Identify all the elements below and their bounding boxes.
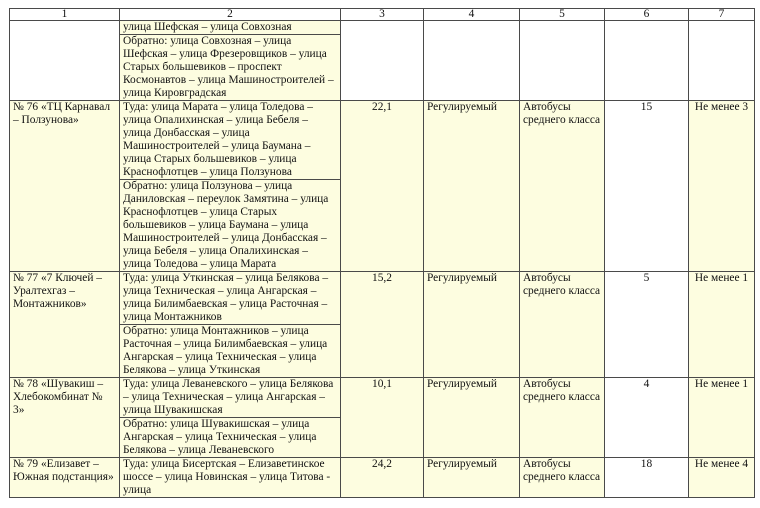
mode-cell <box>424 21 520 101</box>
interval-cell: Не менее 4 <box>689 458 755 498</box>
length-cell <box>341 21 424 101</box>
route-name-cell <box>10 21 120 101</box>
path-forward-cell: Туда: улица Леваневского – улица Белякова – улица Техническая – улица Ангарская – улица Шувакишская <box>120 378 341 418</box>
document-page <box>9 8 755 498</box>
length-cell: 10,1 <box>341 378 424 458</box>
column-header: 7 <box>689 9 755 21</box>
mode-cell: Регулируемый <box>424 458 520 498</box>
path-forward-cell: Туда: улица Уткинская – улица Белякова – улица Техническая – улица Ангарская – улица Билимбаевская – улица Расточная – улица Монтажников <box>120 272 341 325</box>
vehicle-cell: Автобусы среднего класса <box>520 458 605 498</box>
count-cell: 15 <box>605 101 689 272</box>
vehicle-cell: Автобусы среднего класса <box>520 378 605 458</box>
count-cell: 5 <box>605 272 689 378</box>
column-header: 5 <box>520 9 605 21</box>
path-back-cell: Обратно: улица Шувакишская – улица Ангарская – улица Техническая – улица Белякова – улица Леваневского <box>120 418 341 458</box>
vehicle-cell: Автобусы среднего класса <box>520 101 605 272</box>
path-back-cell: Обратно: улица Монтажников – улица Расточная – улица Билимбаевская – улица Ангарская – улица Техническая – улица Белякова – улица Уткинская <box>120 325 341 378</box>
column-header: 2 <box>120 9 341 21</box>
route-name-cell: № 79 «Елизавет – Южная подстанция» <box>10 458 120 498</box>
column-header: 6 <box>605 9 689 21</box>
route-name-cell: № 77 «7 Ключей – Уралтехгаз – Монтажников» <box>10 272 120 378</box>
path-forward-cell: улица Шефская – улица Совхозная <box>120 21 341 35</box>
mode-cell: Регулируемый <box>424 378 520 458</box>
interval-cell: Не менее 1 <box>689 378 755 458</box>
mode-cell: Регулируемый <box>424 272 520 378</box>
routes-table <box>9 8 755 498</box>
route-name-cell: № 78 «Шувакиш – Хлебокомбинат № 3» <box>10 378 120 458</box>
table-row <box>10 101 755 180</box>
vehicle-cell: Автобусы среднего класса <box>520 272 605 378</box>
length-cell: 24,2 <box>341 458 424 498</box>
count-cell: 4 <box>605 378 689 458</box>
table-row <box>10 272 755 325</box>
path-forward-cell: Туда: улица Марата – улица Толедова – улица Опалихинская – улица Бебеля – улица Донбасская – улица Машиностроителей – улица Баумана – улица Старых большевиков – улица Краснофлотцев – улица Ползунова <box>120 101 341 180</box>
mode-cell: Регулируемый <box>424 101 520 272</box>
count-cell: 18 <box>605 458 689 498</box>
count-cell <box>605 21 689 101</box>
length-cell: 15,2 <box>341 272 424 378</box>
table-row <box>10 21 755 35</box>
interval-cell: Не менее 1 <box>689 272 755 378</box>
path-back-cell: Обратно: улица Совхозная – улица Шефская – улица Фрезеровщиков – улица Старых большевиков – проспект Космонавтов – улица Машиностроителей – улица Кировградская <box>120 35 341 101</box>
path-forward-cell: Туда: улица Бисертская – Елизаветинское шоссе – улица Новинская – улица Титова - улица <box>120 458 341 498</box>
column-header: 1 <box>10 9 120 21</box>
vehicle-cell <box>520 21 605 101</box>
table-row <box>10 378 755 418</box>
table-row <box>10 458 755 498</box>
interval-cell: Не менее 3 <box>689 101 755 272</box>
column-header: 3 <box>341 9 424 21</box>
route-name-cell: № 76 «ТЦ Карнавал – Ползунова» <box>10 101 120 272</box>
path-back-cell: Обратно: улица Ползунова – улица Даниловская – переулок Замятина – улица Краснофлотцев – улица Старых большевиков – улица Баумана – улица Машиностроителей – улица Донбасская – улица Бебеля – улица Опалихинская – улица Толедова – улица Марата <box>120 180 341 272</box>
table-header-row <box>10 9 755 21</box>
column-header: 4 <box>424 9 520 21</box>
length-cell: 22,1 <box>341 101 424 272</box>
interval-cell <box>689 21 755 101</box>
